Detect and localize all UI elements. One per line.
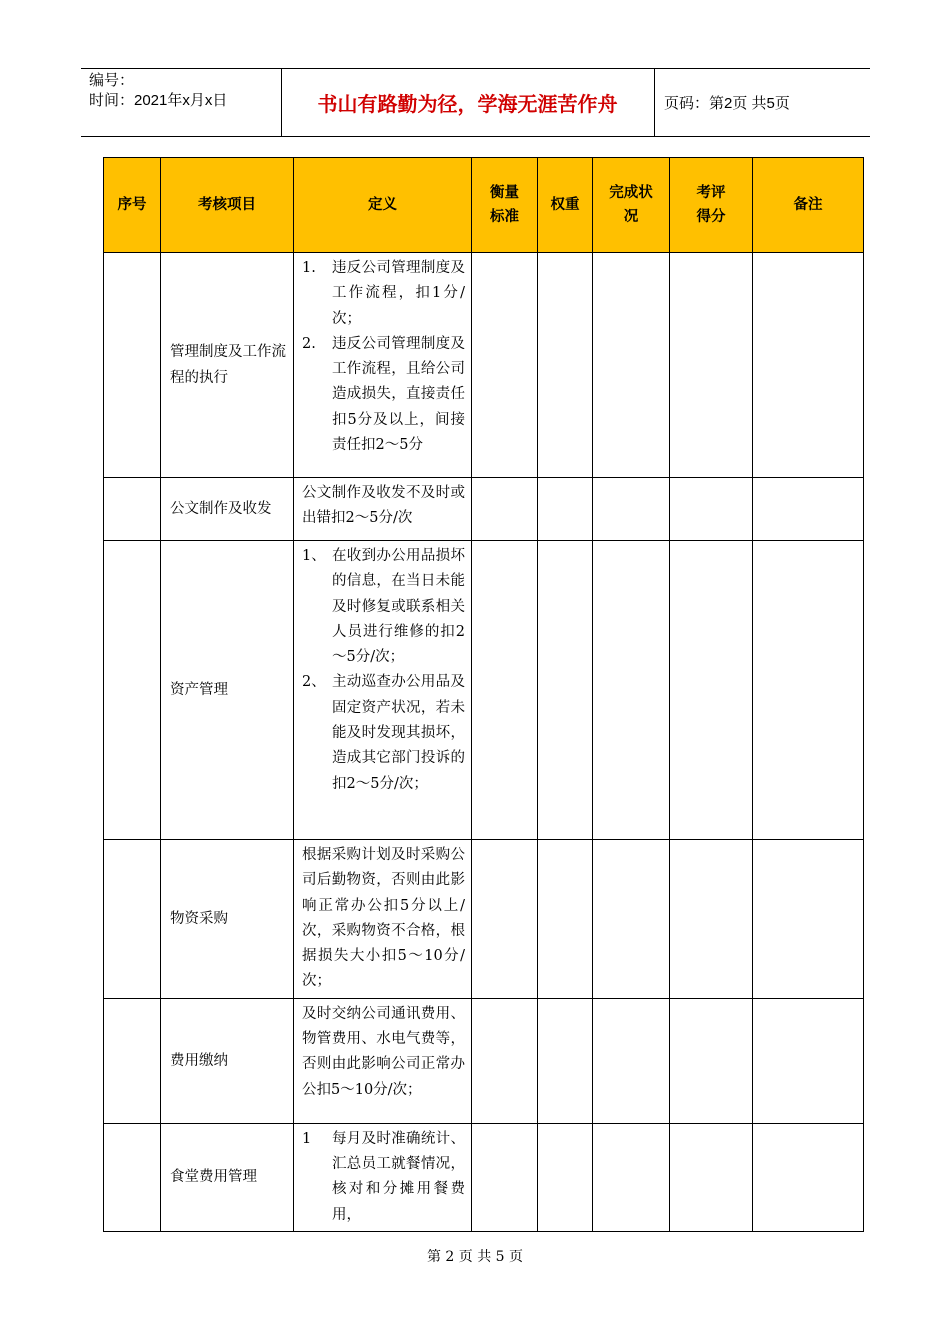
list-number: 1. [302, 260, 316, 276]
table-header-row [104, 158, 864, 253]
cell-standard [472, 253, 538, 478]
list-number: 1 [302, 1130, 312, 1147]
cell-score [670, 840, 753, 999]
cell-standard [472, 840, 538, 999]
cell-definition [294, 1123, 472, 1231]
cell-standard [472, 1123, 538, 1231]
cell-seq [104, 1123, 161, 1231]
assessment-table [103, 157, 864, 1232]
header-weight: 权重 [538, 158, 593, 253]
cell-remarks [753, 253, 864, 478]
cell-remarks [753, 840, 864, 999]
header-meta [89, 71, 227, 111]
cell-score [670, 253, 753, 478]
cell-definition: 公文制作及收发不及时或出错扣2～5分/次 [294, 478, 472, 541]
cell-seq [104, 478, 161, 541]
definition-list-item [302, 256, 465, 332]
cell-weight [538, 253, 593, 478]
cell-definition: 及时交纳公司通讯费用、物管费用、水电气费等，否则由此影响公司正常办公扣5～10分/次； [294, 998, 472, 1123]
cell-item: 资产管理 [161, 541, 294, 840]
list-number: 2. [302, 335, 316, 352]
header-definition: 定义 [294, 158, 472, 253]
definition-list-item [302, 670, 465, 796]
cell-completion [593, 998, 670, 1123]
cell-score [670, 1123, 753, 1231]
header-remarks: 备注 [753, 158, 864, 253]
header-score-line1: 考评 [696, 185, 726, 201]
cell-completion [593, 541, 670, 840]
table-row [104, 1123, 864, 1231]
cell-definition [294, 541, 472, 840]
header-completion-line2: 况 [623, 209, 639, 225]
cell-weight [538, 1123, 593, 1231]
cell-score [670, 541, 753, 840]
cell-remarks [753, 478, 864, 541]
list-text: 违反公司管理制度及工作流程，扣1分/次； [332, 260, 465, 327]
table-row [104, 840, 864, 999]
cell-score [670, 478, 753, 541]
definition-list-item [302, 544, 465, 670]
cell-weight [538, 998, 593, 1123]
cell-remarks [753, 541, 864, 840]
cell-seq [104, 998, 161, 1123]
cell-seq [104, 253, 161, 478]
cell-completion [593, 253, 670, 478]
cell-item: 食堂费用管理 [161, 1123, 294, 1231]
cell-score [670, 998, 753, 1123]
header-score-line2: 得分 [696, 209, 726, 225]
table-row [104, 253, 864, 478]
cell-seq [104, 541, 161, 840]
cell-weight [538, 840, 593, 999]
list-number: 1、 [302, 548, 326, 564]
header-item: 考核项目 [161, 158, 294, 253]
definition-list-item [302, 332, 465, 458]
definition-list-item [302, 1127, 465, 1228]
cell-remarks [753, 998, 864, 1123]
cell-weight [538, 478, 593, 541]
list-text: 每月及时准确统计、汇总员工就餐情况，核对和分摊用餐费用， [332, 1130, 465, 1223]
header-standard-line2: 标准 [490, 209, 519, 225]
table-row [104, 541, 864, 840]
header-seq: 序号 [104, 158, 161, 253]
cell-remarks [753, 1123, 864, 1231]
cell-item: 物资采购 [161, 840, 294, 999]
cell-standard [472, 541, 538, 840]
header-divider [654, 69, 655, 136]
header-score [670, 158, 753, 253]
cell-completion [593, 478, 670, 541]
header-standard [472, 158, 538, 253]
header-completion-line1: 完成状 [609, 185, 653, 201]
list-text: 违反公司管理制度及工作流程，且给公司造成损失，直接责任扣5分及以上，间接责任扣2～5分 [332, 335, 465, 454]
list-number: 2、 [302, 674, 326, 691]
page-footer: 第 2 页 共 5 页 [426, 1249, 524, 1265]
list-text: 在收到办公用品损坏的信息，在当日未能及时修复或联系相关人员进行维修的扣2～5分/次； [332, 548, 465, 666]
table-row [104, 478, 864, 541]
header-standard-line1: 衡量 [490, 185, 519, 201]
cell-seq [104, 840, 161, 999]
document-header [81, 68, 870, 137]
cell-completion [593, 840, 670, 999]
cell-completion [593, 1123, 670, 1231]
cell-item: 管理制度及工作流程的执行 [161, 253, 294, 478]
header-motto: 书山有路勤为径，学海无涯苦作舟 [317, 92, 618, 116]
header-completion [593, 158, 670, 253]
cell-item: 费用缴纳 [161, 998, 294, 1123]
number-label: 编号： [89, 72, 135, 89]
cell-definition [294, 253, 472, 478]
cell-standard [472, 998, 538, 1123]
table-row [104, 998, 864, 1123]
cell-weight [538, 541, 593, 840]
cell-standard [472, 478, 538, 541]
cell-definition: 根据采购计划及时采购公司后勤物资，否则由此影响正常办公扣5分以上/次，采购物资不合格，根据损失大小扣5～10分/次； [294, 840, 472, 999]
time-label: 时间：2021年x月x日 [89, 92, 228, 109]
header-page-info: 页码：第2页 共5页 [664, 95, 790, 112]
list-text: 主动巡查办公用品及固定资产状况，若未能及时发现其损坏，造成其它部门投诉的扣2～5分/次； [332, 674, 465, 792]
cell-item: 公文制作及收发 [161, 478, 294, 541]
